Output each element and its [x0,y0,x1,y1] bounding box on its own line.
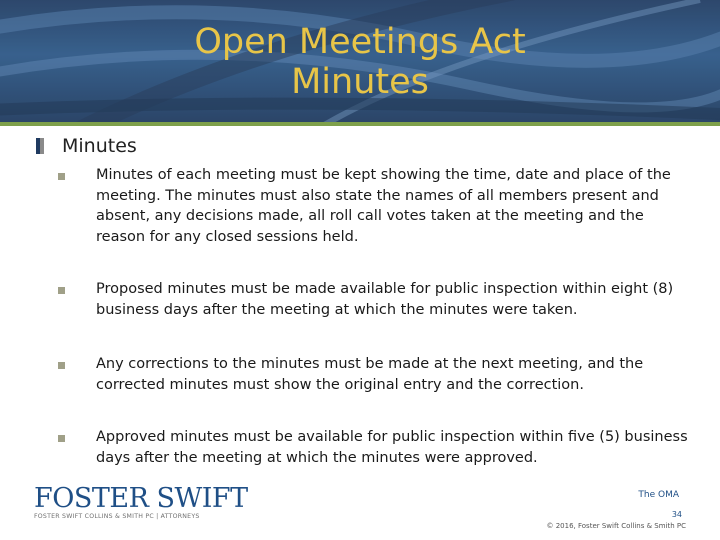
bullet-text: Minutes of each meeting must be kept showing the time, date and place of the meeting. The minutes must also state the names of all members present and absent, any decisions made, all roll call votes taken at the meeting and the reason for any closed sessions held. [96,167,671,245]
bullet-item [58,354,688,395]
firm-logo [34,483,248,520]
bullet-text: Approved minutes must be available for public inspection within five (5) business days after the meeting at which the minutes were approved. [96,429,688,466]
bullet-square-icon [58,287,65,294]
bullet-item [58,279,688,320]
bullet-item [58,165,688,247]
firm-logo-wordmark: FOSTER SWIFT [34,483,248,514]
copyright-notice: © 2016, Foster Swift Collins & Smith PC [546,522,686,530]
header-banner [0,0,720,122]
page-number: 34 [671,510,682,519]
firm-logo-subtitle: FOSTER SWIFT COLLINS & SMITH PC | ATTORNEYS [34,513,200,520]
section-heading-label: Minutes [62,135,137,157]
section-marker-icon [36,138,44,154]
bullet-square-icon [58,435,65,442]
bullet-square-icon [58,362,65,369]
bullet-text: Any corrections to the minutes must be made at the next meeting, and the corrected minutes must show the original entry and the correction. [96,356,644,393]
section-heading [36,134,137,158]
slide-title [0,22,720,102]
bullet-square-icon [58,173,65,180]
header-accent-rule [0,122,720,126]
bullet-text: Proposed minutes must be made available for public inspection within eight (8) business days after the meeting at which the minutes were taken. [96,281,674,318]
slide-title-line-1: Open Meetings Act [194,22,526,62]
bullet-item [58,427,688,468]
slide-title-line-2: Minutes [291,62,429,102]
footer-topic: The OMA [638,490,679,500]
